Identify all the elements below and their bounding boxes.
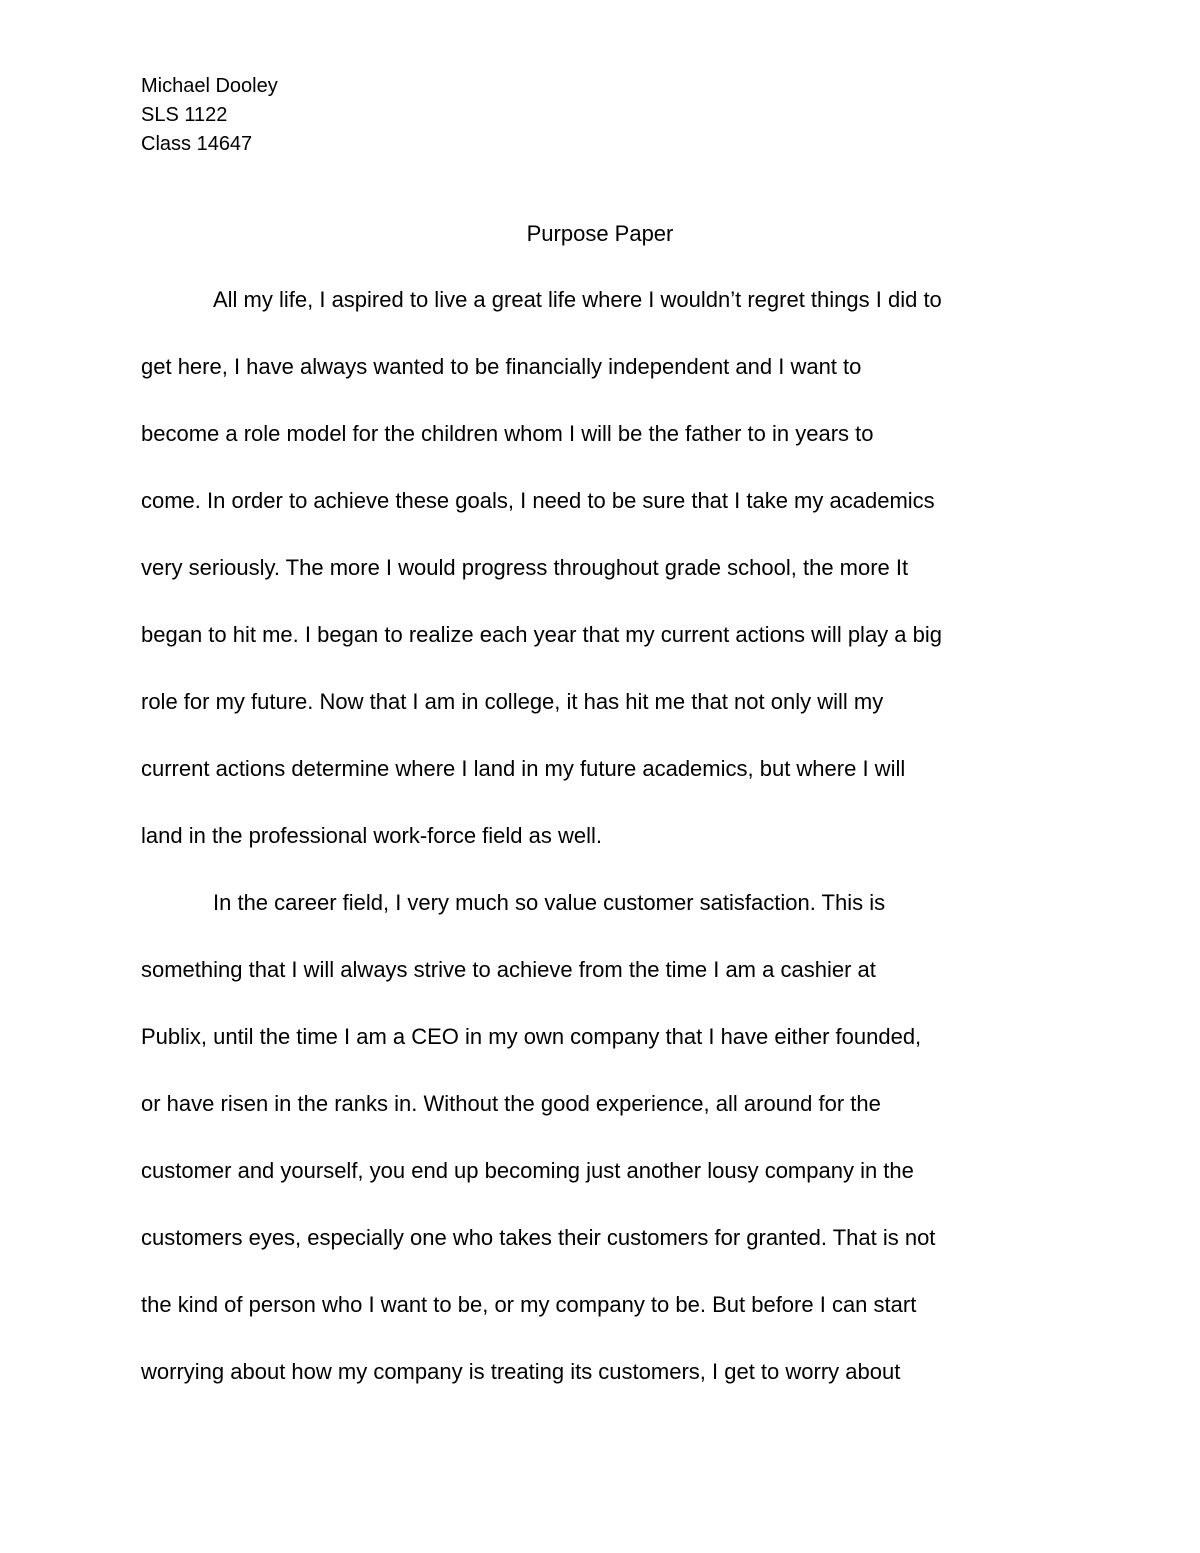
paragraph-2-line-2: something that I will always strive to achieve from the time I am a cashier at <box>141 957 876 982</box>
paragraph-1-line-1: All my life, I aspired to live a great life where I wouldn’t regret things I did to <box>213 287 942 312</box>
class-number: Class 14647 <box>141 133 253 155</box>
paragraph-2-line-1: In the career field, I very much so value customer satisfaction. This is <box>213 890 886 915</box>
paragraph-1-line-7: role for my future. Now that I am in college, it has hit me that not only will my <box>141 689 884 714</box>
paragraph-2-line-4: or have risen in the ranks in. Without the good experience, all around for the <box>141 1091 881 1116</box>
paragraph-2-line-3: Publix, until the time I am a CEO in my own company that I have either founded, <box>141 1024 922 1049</box>
paragraph-1-line-8: current actions determine where I land in my future academics, but where I will <box>141 756 906 781</box>
paragraph-2-line-5: customer and yourself, you end up becoming just another lousy company in the <box>141 1158 914 1183</box>
paragraph-1-line-2: get here, I have always wanted to be financially independent and I want to <box>141 354 862 379</box>
page-title: Purpose Paper <box>526 221 674 246</box>
author-header <box>141 72 541 159</box>
paragraph-1-line-9: land in the professional work-force field as well. <box>141 823 603 848</box>
paragraph-1-line-3: become a role model for the children whom I will be the father to in years to <box>141 421 874 446</box>
paragraph-1-line-5: very seriously. The more I would progress throughout grade school, the more It <box>141 555 909 580</box>
paragraph-1-line-4: come. In order to achieve these goals, I need to be sure that I take my academics <box>141 488 935 513</box>
paragraph-2-line-8: worrying about how my company is treating its customers, I get to worry about <box>141 1359 901 1384</box>
paragraph-2-line-7: the kind of person who I want to be, or my company to be. But before I can start <box>141 1292 917 1317</box>
author-name: Michael Dooley <box>141 75 278 97</box>
paragraph-2-line-6: customers eyes, especially one who takes their customers for granted. That is not <box>141 1225 936 1250</box>
course-code: SLS 1122 <box>141 104 228 126</box>
paragraph-1-line-6: began to hit me. I began to realize each year that my current actions will play a big <box>141 622 942 647</box>
